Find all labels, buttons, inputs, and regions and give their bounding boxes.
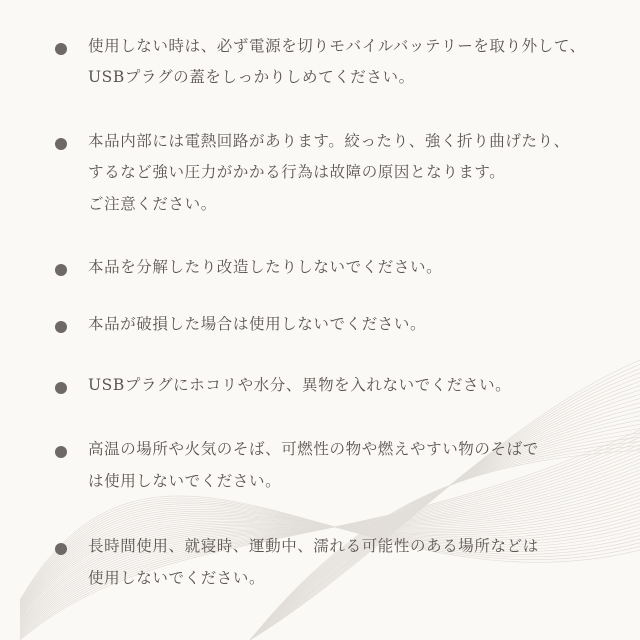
- bullet-icon: [55, 43, 67, 55]
- item-text-line: するなど強い圧力がかかる行為は故障の原因となります。: [88, 163, 506, 181]
- item-text-line: 本品内部には電熱回路があります。絞ったり、強く折り曲げたり、: [88, 132, 570, 150]
- item-text-line: 長時間使用、就寝時、運動中、濡れる可能性のある場所などは: [88, 537, 539, 555]
- item-text-line: 本品を分解したり改造したりしないでください。: [88, 258, 443, 276]
- bullet-icon: [55, 543, 67, 555]
- item-text-line: は使用しないでください。: [88, 472, 282, 490]
- item-text-line: USBプラグにホコリや水分、異物を入れないでください。: [88, 376, 512, 394]
- item-text-line: USBプラグの蓋をしっかりしめてください。: [88, 68, 415, 86]
- item-text-line: 使用しない時は、必ず電源を切りモバイルバッテリーを取り外して、: [88, 37, 586, 55]
- item-text-line: 本品が破損した場合は使用しないでください。: [88, 315, 427, 333]
- bullet-icon: [55, 382, 67, 394]
- bullet-icon: [55, 138, 67, 150]
- bullet-icon: [55, 446, 67, 458]
- item-text-line: 使用しないでください。: [88, 569, 266, 587]
- item-text-line: 高温の場所や火気のそば、可燃性の物や燃えやすい物のそばで: [88, 440, 539, 458]
- bullet-icon: [55, 321, 67, 333]
- item-text-line: ご注意ください。: [88, 195, 217, 213]
- bullet-icon: [55, 264, 67, 276]
